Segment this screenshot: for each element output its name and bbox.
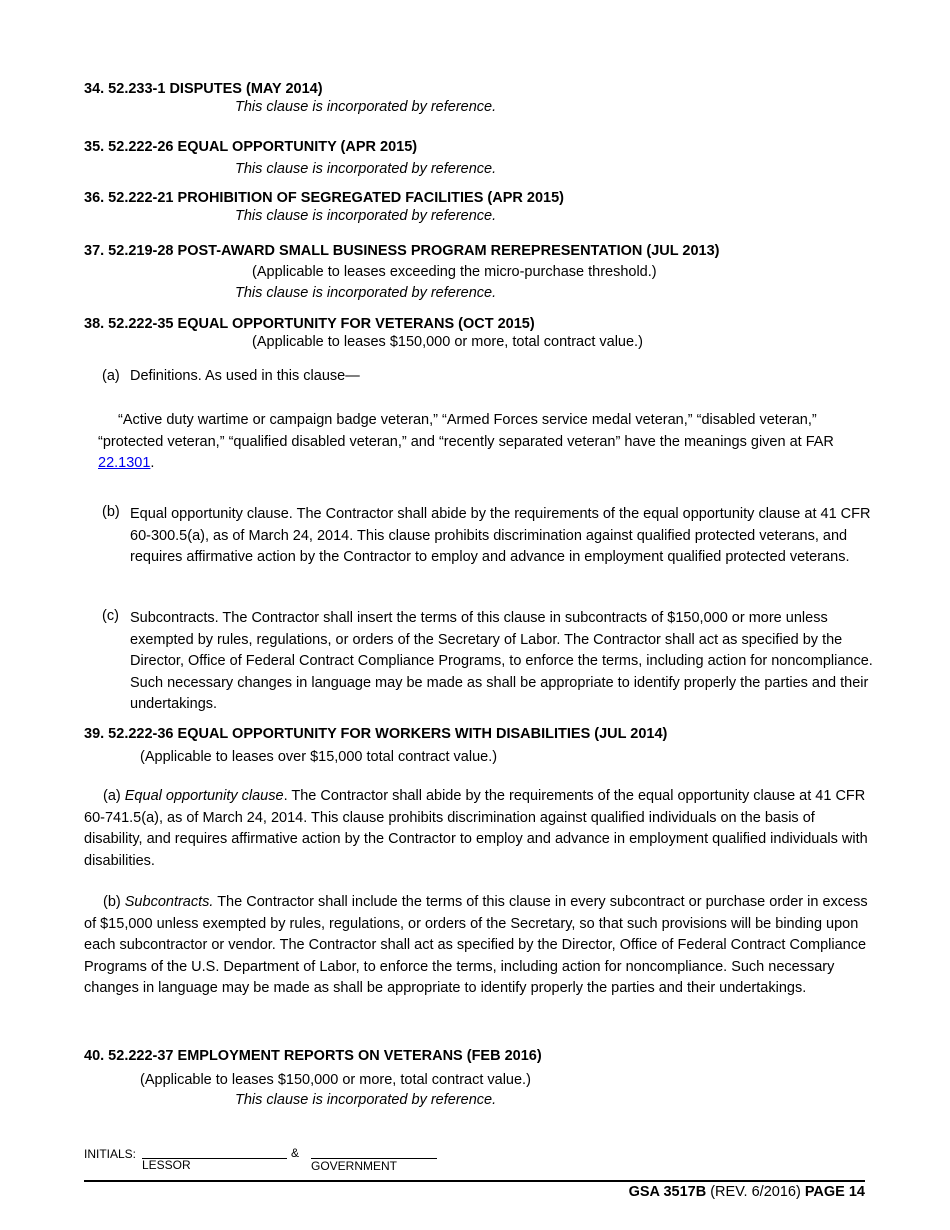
clause-39-b-paragraph	[84, 892, 874, 1000]
far-22-1301-link[interactable]: 22.1301	[98, 455, 151, 471]
clause-39-heading: 39. 52.222-36 EQUAL OPPORTUNITY FOR WORKERS WITH DISABILITIES (JUL 2014)	[84, 726, 668, 742]
clause-38-applicability: (Applicable to leases $150,000 or more, total contract value.)	[252, 334, 643, 350]
clause-38-heading: 38. 52.222-35 EQUAL OPPORTUNITY FOR VETERANS (OCT 2015)	[84, 316, 535, 332]
clause-38-a-label: (a)	[102, 368, 120, 384]
clause-34-heading: 34. 52.233-1 DISPUTES (MAY 2014)	[84, 81, 323, 97]
clause-39-a-label: (a)	[103, 788, 121, 804]
page-number: PAGE 14	[804, 1184, 865, 1200]
form-footer	[629, 1184, 865, 1200]
clause-38-a-text: Definitions. As used in this clause—	[130, 368, 360, 384]
definitions-text: “Active duty wartime or campaign badge veteran,” “Armed Forces service medal veteran,” “disabled veteran,” “protected veteran,” “qualified disabled veteran,” and “recently separated veteran” have the meanings given at FAR	[98, 412, 834, 450]
clause-38-b-text: Equal opportunity clause. The Contractor shall abide by the requirements of the equal opportunity clause at 41 CFR 60-300.5(a), as of March 24, 2014. This clause prohibits discrimination against qualified protected veterans, and requires affirmative action by the Contractor to employ and advance in employment qualified protected veterans.	[130, 506, 871, 565]
clause-39-b-label: (b)	[103, 894, 121, 910]
form-number: GSA 3517B	[628, 1184, 707, 1200]
clause-37-note: This clause is incorporated by reference.	[235, 285, 497, 301]
clause-40-applicability: (Applicable to leases $150,000 or more, total contract value.)	[140, 1072, 531, 1088]
ampersand: &	[291, 1146, 300, 1160]
clause-37-heading: 37. 52.219-28 POST-AWARD SMALL BUSINESS PROGRAM REREPRESENTATION (JUL 2013)	[84, 243, 720, 259]
clause-36-heading: 36. 52.222-21 PROHIBITION OF SEGREGATED FACILITIES (APR 2015)	[84, 190, 564, 206]
footer-divider	[84, 1180, 865, 1182]
clause-39-b-title: Subcontracts.	[124, 894, 214, 910]
clause-39-a-text: . The Contractor shall abide by the requirements of the equal opportunity clause at 41 CFR 60-741.5(a), as of March 24, 2014. This clause prohibits discrimination against qualified individuals on the basis of disability, and requires affirmative action by the Contractor to employ and advance in employment qualified individuals with disabilities.	[84, 788, 868, 869]
clause-38-c-label: (c)	[102, 608, 119, 624]
clause-36-note: This clause is incorporated by reference.	[235, 208, 497, 224]
lessor-label: LESSOR	[142, 1158, 191, 1172]
clause-40-heading: 40. 52.222-37 EMPLOYMENT REPORTS ON VETERANS (FEB 2016)	[84, 1048, 542, 1064]
clause-38-c-text: Subcontracts. The Contractor shall insert the terms of this clause in subcontracts of $150,000 or more unless exempted by rules, regulations, or orders of the Secretary of Labor. The Contractor shall act as specified by the Director, Office of Federal Contract Compliance Programs, to enforce the terms, including action for noncompliance. Such necessary changes in language may be made as shall be appropriate to identify properly the parties and their undertakings.	[130, 610, 873, 712]
clause-38-definitions	[98, 410, 873, 475]
clause-39-applicability: (Applicable to leases over $15,000 total contract value.)	[140, 749, 498, 765]
clause-39-a-title: Equal opportunity clause	[124, 788, 284, 804]
clause-34-note: This clause is incorporated by reference.	[235, 99, 497, 115]
clause-39-a-paragraph	[84, 786, 874, 872]
initials-label: INITIALS:	[84, 1147, 137, 1161]
clause-37-applicability: (Applicable to leases exceeding the micro-purchase threshold.)	[252, 264, 657, 280]
clause-35-heading: 35. 52.222-26 EQUAL OPPORTUNITY (APR 2015)	[84, 139, 418, 155]
clause-40-note: This clause is incorporated by reference.	[235, 1092, 497, 1108]
clause-39-b-text: The Contractor shall include the terms of this clause in every subcontract or purchase order in excess of $15,000 unless exempted by rules, regulations, or orders of the Secretary, so that such provisions will be binding upon each subcontractor or vendor. The Contractor shall act as specified by the Director, Office of Federal Contract Compliance Programs of the U.S. Department of Labor, to enforce the terms, including action for noncompliance. Such necessary changes in language may be made as shall be appropriate to identify properly the parties and their undertakings.	[84, 894, 868, 996]
government-label: GOVERNMENT	[311, 1159, 398, 1173]
definitions-end: .	[150, 455, 155, 471]
form-revision: (REV. 6/2016)	[706, 1184, 805, 1200]
clause-38-b-label: (b)	[102, 504, 120, 520]
clause-35-note: This clause is incorporated by reference.	[235, 161, 497, 177]
